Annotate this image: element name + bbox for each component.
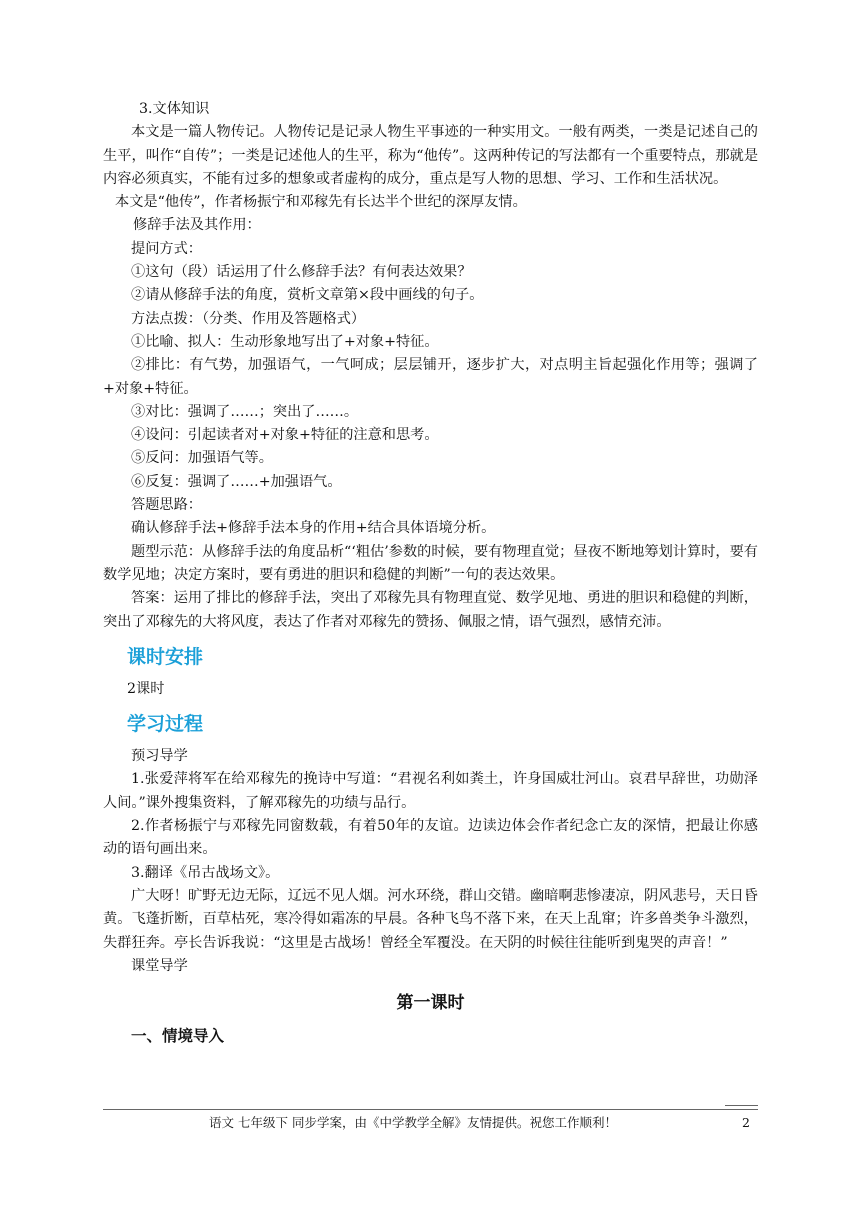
xiuci-line-5: ①比喻、拟人：生动形象地写出了+对象+特征。 xyxy=(131,333,439,350)
xiuci-line-13: 题型示范：从修辞手法的角度品析“‘粗估’参数的时候，要有物理直觉；昼夜不断地筹划计算时，要有数学见地；决定方案时，要有勇进的胆识和稳健的判断”一句的表达效果。 xyxy=(103,543,758,583)
xiuci-line-14: 答案：运用了排比的修辞手法，突出了邓稼先具有物理直觉、数学见地、勇进的胆识和稳健的判断，突出了邓稼先的大将风度，表达了作者对邓稼先的赞扬、佩服之情，语气强烈，感情充沛。 xyxy=(103,590,758,630)
xuexi-heading: 学习过程 xyxy=(127,713,204,736)
keshi-heading: 课时安排 xyxy=(127,645,204,668)
xuexi-line-4: 3.翻译《吊古战场文》。 xyxy=(131,864,280,881)
xiuci-line-3: ②请从修辞手法的角度，赏析文章第×段中画线的句子。 xyxy=(131,287,484,304)
lesson-title: 第一课时 xyxy=(396,993,465,1014)
wenti-para-2: 本文是“他传”，作者杨振宁和邓稼先有长达半个世纪的深厚友情。 xyxy=(115,194,527,211)
lesson-section-1: 一、情境导入 xyxy=(131,1027,225,1046)
xuexi-line-5: 广大呀！旷野无边无际，辽远不见人烟。河水环绕，群山交错。幽暗啊悲惨凄凉，阴风悲号，天日昏黄。飞蓬折断，百草枯死，寒冷得如霜冻的早晨。各种飞鸟不落下来，在天上乱窜；许多兽类争斗激烈，失群狂奔。亭长告诉我说：“这里是古战场！曾经全军覆没。在天阴的时候往往能听到鬼哭的声音！” xyxy=(103,887,758,951)
footer-divider xyxy=(103,1109,758,1110)
xuexi-line-3: 2.作者杨振宁与邓稼先同窗数载，有着50年的友谊。边读边体会作者纪念亡友的深情，把最让你感动的语句画出来。 xyxy=(103,818,758,858)
wenti-para-1: 本文是一篇人物传记。人物传记是记录人物生平事迹的一种实用文。一般有两类，一类是记述自己的生平，叫作“自传”；一类是记述他人的生平，称为“他传”。这两种传记的写法都有一个重要特点，那就是内容必须真实，不能有过多的想象或者虚构的成分，重点是写人物的思想、学习、工作和生活状况。 xyxy=(103,124,759,187)
xiuci-line-11: 答题思路： xyxy=(131,497,202,514)
page-number: 2 xyxy=(742,1115,750,1130)
xiuci-line-1: 提问方式： xyxy=(131,240,202,257)
page-content xyxy=(103,98,758,1048)
xuexi-line-6: 课堂导学 xyxy=(131,957,188,974)
xiuci-line-8: ④设问：引起读者对+对象+特征的注意和思考。 xyxy=(131,427,439,444)
wenti-heading: 3.文体知识 xyxy=(139,101,210,117)
xiuci-line-7: ③对比：强调了……；突出了……。 xyxy=(131,403,359,420)
footer-page-divider xyxy=(725,1105,758,1106)
xuexi-line-1: 预习导学 xyxy=(131,748,188,765)
xiuci-line-2: ①这句（段）话运用了什么修辞手法？有何表达效果？ xyxy=(131,264,472,281)
xiuci-line-12: 确认修辞手法+修辞手法本身的作用+结合具体语境分析。 xyxy=(131,520,496,537)
footer-text: 语文 七年级下 同步学案，由《中学教学全解》友情提供。祝您工作顺利！ xyxy=(209,1115,617,1130)
xiuci-title: 修辞手法及其作用： xyxy=(133,217,261,234)
xiuci-line-9: ⑤反问：加强语气等。 xyxy=(131,450,273,467)
xuexi-line-2: 1.张爱萍将军在给邓稼先的挽诗中写道：“君视名利如粪土，许身国威壮河山。哀君早辞世，功勋泽人间。”课外搜集资料，了解邓稼先的功绩与品行。 xyxy=(103,771,758,811)
xiuci-line-10: ⑥反复：强调了……+加强语气。 xyxy=(131,473,342,490)
xiuci-line-4: 方法点拨：（分类、作用及答题格式） xyxy=(131,310,366,327)
xiuci-line-6: ②排比：有气势，加强语气，一气呵成；层层铺开，逐步扩大，对点明主旨起强化作用等；强调了+对象+特征。 xyxy=(103,357,758,397)
keshi-text: 2课时 xyxy=(127,680,165,697)
